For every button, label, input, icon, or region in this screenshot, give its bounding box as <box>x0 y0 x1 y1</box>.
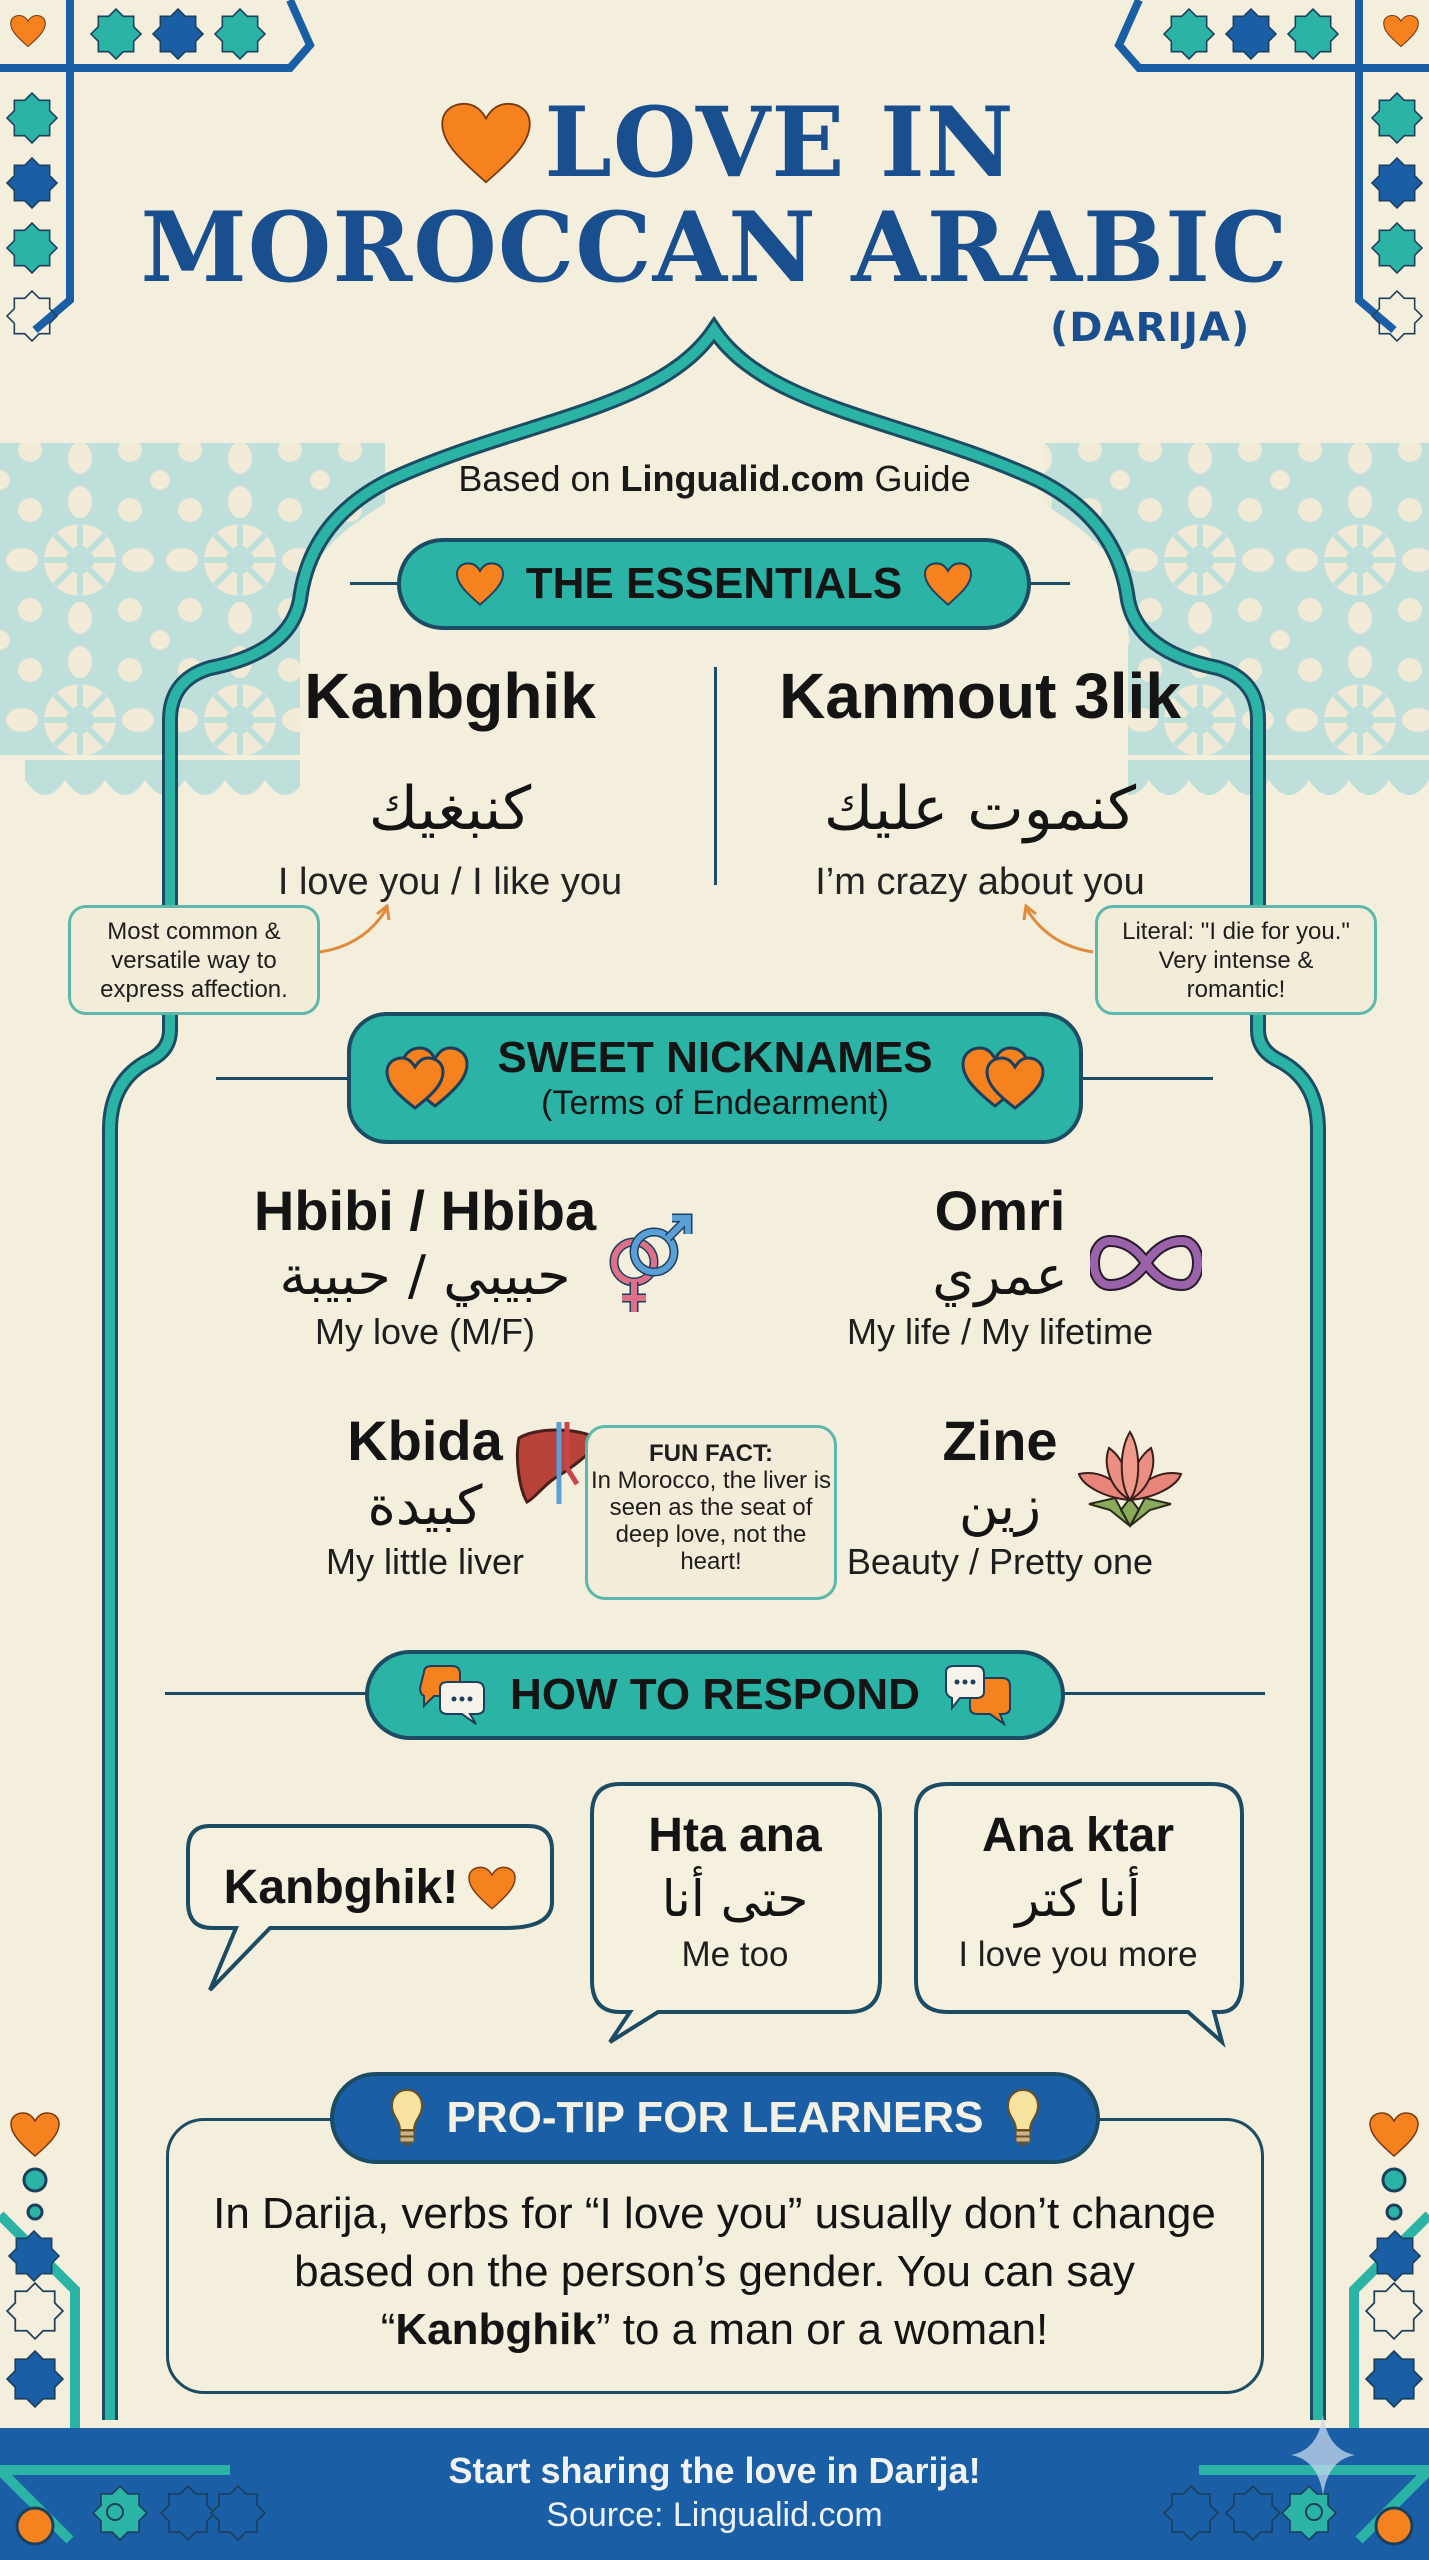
phrase-arabic: كنبغيك <box>368 774 532 844</box>
fun-fact-text: In Morocco, the liver is seen as the seat of deep love, not the heart! <box>590 1467 832 1575</box>
section-header-respond <box>365 1650 1065 1740</box>
pro-tip-text-part: ” to a man or a woman! <box>595 2305 1049 2354</box>
infinity-icon <box>1090 1235 1202 1291</box>
section-title-group <box>497 1033 932 1123</box>
chat-bubbles-icon <box>942 1664 1012 1726</box>
fun-fact-title: FUN FACT: <box>649 1440 773 1467</box>
callout-note: Most common & versatile way to express affection. <box>68 905 320 1015</box>
lotus-icon <box>1075 1428 1185 1532</box>
footer-source: Source: Lingualid.com <box>546 2496 883 2534</box>
reply-term: Ana ktar <box>981 1809 1175 1862</box>
arrow-icon <box>1018 900 1098 960</box>
double-heart-icon <box>383 1046 475 1110</box>
reply-term: Hta ana <box>648 1809 822 1862</box>
reply-arabic: أنا كتر <box>1015 1870 1141 1928</box>
source-suffix: Guide <box>864 458 971 499</box>
double-heart-icon <box>955 1046 1047 1110</box>
source-prefix: Based on <box>458 458 621 499</box>
nickname-term: Kbida <box>347 1409 503 1472</box>
section-title: PRO-TIP FOR LEARNERS <box>446 2092 984 2142</box>
nickname-term: Zine <box>942 1409 1058 1472</box>
reply-bubble-ana-ktar <box>918 1808 1238 1976</box>
nickname-arabic: عمري <box>932 1244 1068 1307</box>
page-subtitle: (DARIJA) <box>1050 305 1251 351</box>
heart-icon <box>456 562 504 606</box>
reply-meaning: Me too <box>681 1935 789 1974</box>
heart-icon <box>924 562 972 606</box>
nickname-arabic: حبيبي / حبيبة <box>279 1244 571 1307</box>
phrase-term: Kanmout 3lik <box>779 660 1181 732</box>
reply-meaning: I love you more <box>958 1935 1198 1974</box>
footer-cta: Start sharing the love in Darija! <box>448 2450 981 2491</box>
phrase-card-kanmout-3lik <box>750 660 1210 906</box>
section-subtitle: (Terms of Endearment) <box>541 1083 889 1122</box>
phrase-arabic: كنموت عليك <box>823 774 1137 844</box>
source-brand: Lingualid.com <box>620 458 865 499</box>
nickname-meaning: My life / My lifetime <box>846 1311 1154 1352</box>
reply-bubble-hta-ana <box>595 1808 875 1976</box>
pro-tip-text-part: In Darija, verbs for “I love you” usually don’t change based on the person’s gender. You can say “ <box>213 2189 1216 2354</box>
section-header-pro-tip <box>330 2072 1100 2164</box>
section-header-essentials <box>397 538 1031 630</box>
section-title: THE ESSENTIALS <box>525 558 903 608</box>
phrase-card-kanbghik <box>230 660 670 906</box>
page-title-line2: MOROCCAN ARABIC <box>140 191 1289 304</box>
nickname-card-kbida <box>300 1410 550 1584</box>
nickname-meaning: My little liver <box>325 1541 525 1582</box>
response-prompt-bubble <box>190 1860 550 1916</box>
section-header-nicknames <box>347 1012 1083 1144</box>
source-attribution <box>0 458 1429 500</box>
nickname-arabic: زين <box>958 1474 1042 1537</box>
nickname-arabic: كبيدة <box>367 1474 483 1537</box>
nickname-card-hbibi <box>200 1180 650 1354</box>
nickname-term: Omri <box>934 1179 1066 1242</box>
phrase-meaning: I love you / I like you <box>277 861 623 903</box>
nickname-meaning: Beauty / Pretty one <box>846 1541 1154 1582</box>
phrase-term: Kanbghik <box>304 660 596 732</box>
response-prompt: Kanbghik! <box>223 1861 459 1914</box>
nickname-meaning: My love (M/F) <box>315 1311 535 1352</box>
reply-arabic: حتى أنا <box>661 1870 809 1928</box>
section-title: HOW TO RESPOND <box>510 1669 920 1719</box>
phrase-meaning: I’m crazy about you <box>815 861 1145 903</box>
lightbulb-icon <box>1006 2088 1040 2148</box>
column-divider <box>714 667 717 885</box>
pro-tip-highlight: Kanbghik <box>395 2305 596 2354</box>
chat-bubbles-icon <box>418 1664 488 1726</box>
heart-icon <box>468 1866 516 1910</box>
nickname-term: Hbibi / Hbiba <box>253 1179 597 1242</box>
pro-tip-text <box>180 2185 1249 2359</box>
lightbulb-icon <box>390 2088 424 2148</box>
callout-note: Literal: "I die for you." Very intense & romantic! <box>1095 905 1377 1015</box>
fun-fact-box <box>585 1425 837 1600</box>
page-title-line1: LOVE IN <box>544 86 1015 199</box>
gender-symbols-icon <box>602 1212 696 1322</box>
footer-band <box>0 2428 1429 2560</box>
section-title: SWEET NICKNAMES <box>497 1033 933 1083</box>
arrow-icon <box>315 900 395 960</box>
